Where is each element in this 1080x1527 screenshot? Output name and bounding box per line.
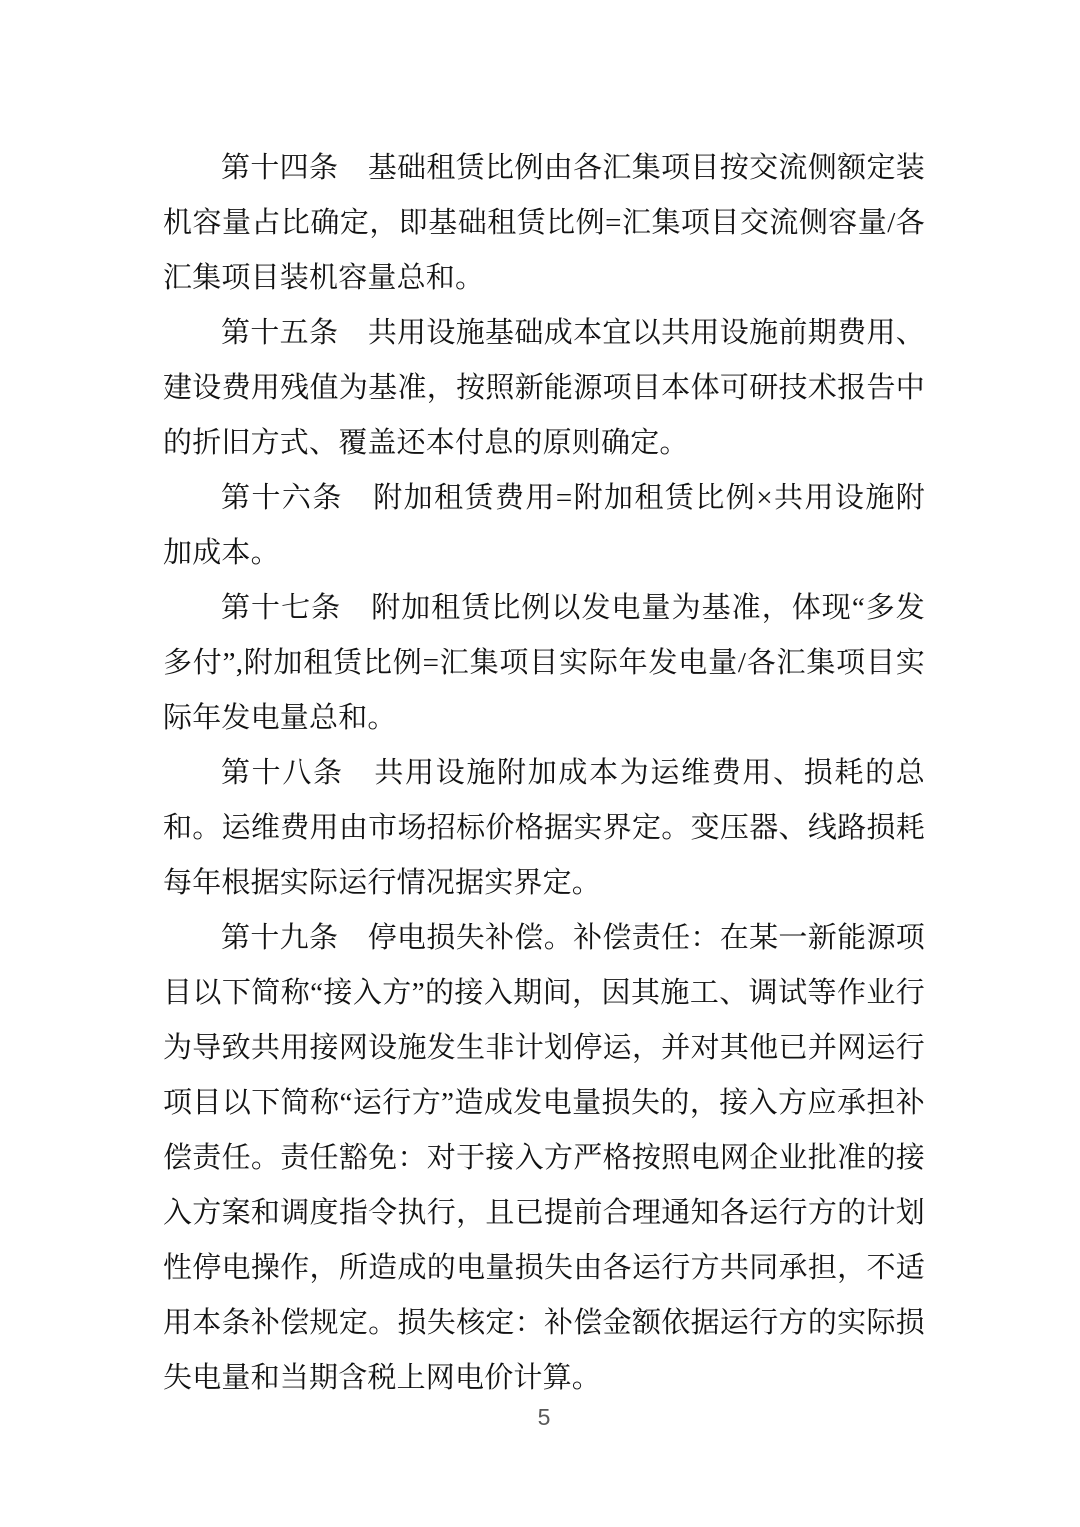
page-number: 5 xyxy=(537,1404,551,1430)
document-body xyxy=(163,141,925,1406)
paragraph-article-19: 第十九条 停电损失补偿。补偿责任：在某一新能源项目以下简称“接入方”的接入期间，因其施工、调试等作业行为导致共用接网设施发生非计划停运，并对其他已并网运行项目以下简称“运行方”造成发电量损失的，接入方应承担补偿责任。责任豁免：对于接入方严格按照电网企业批准的接入方案和调度指令执行，且已提前合理通知各运行方的计划性停电操作，所造成的电量损失由各运行方共同承担，不适用本条补偿规定。损失核定：补偿金额依据运行方的实际损失电量和当期含税上网电价计算。 xyxy=(163,922,925,1394)
paragraph-article-15: 第十五条 共用设施基础成本宜以共用设施前期费用、建设费用残值为基准，按照新能源项目本体可研技术报告中的折旧方式、覆盖还本付息的原则确定。 xyxy=(163,317,925,459)
paragraph-article-16: 第十六条 附加租赁费用=附加租赁比例×共用设施附加成本。 xyxy=(163,482,925,569)
paragraph-article-18: 第十八条 共用设施附加成本为运维费用、损耗的总和。运维费用由市场招标价格据实界定。变压器、线路损耗每年根据实际运行情况据实界定。 xyxy=(163,757,925,899)
paragraph-article-17: 第十七条 附加租赁比例以发电量为基准，体现“多发多付”,附加租赁比例=汇集项目实际年发电量/各汇集项目实际年发电量总和。 xyxy=(163,592,925,734)
paragraph-article-14: 第十四条 基础租赁比例由各汇集项目按交流侧额定装机容量占比确定，即基础租赁比例=汇集项目交流侧容量/各汇集项目装机容量总和。 xyxy=(163,152,925,294)
